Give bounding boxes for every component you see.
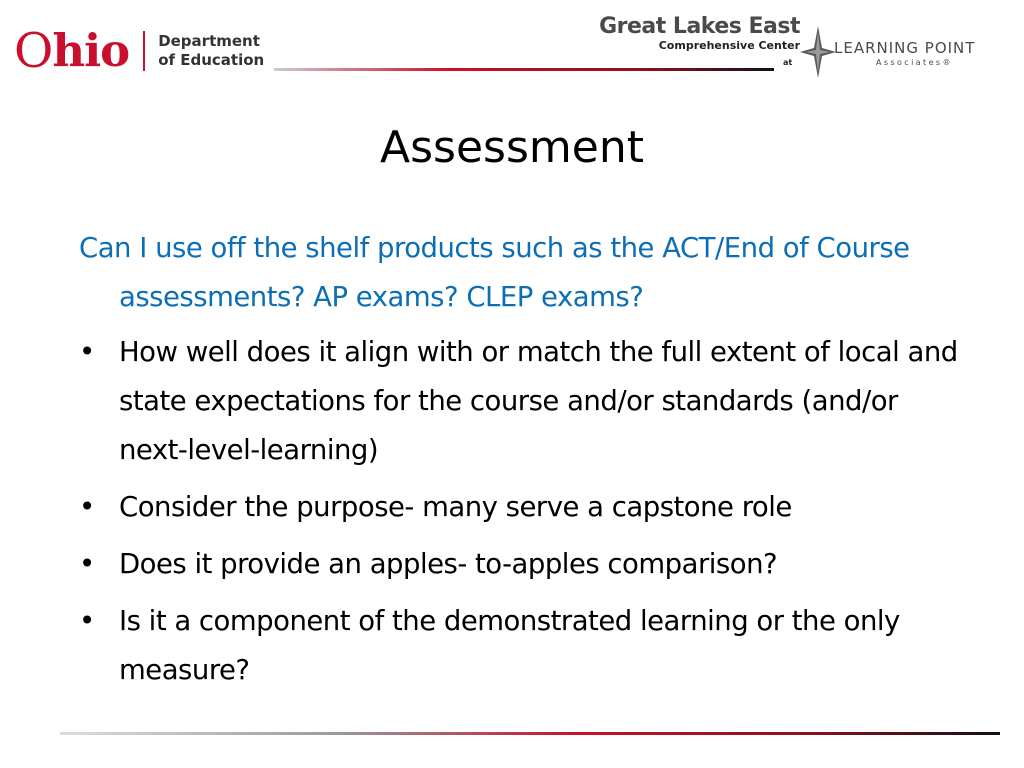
ohio-dept-line2: of Education <box>158 51 265 69</box>
ohio-dept-line1: Department <box>158 32 260 50</box>
bullet-item <box>79 597 959 695</box>
bullet-item <box>79 483 959 532</box>
slide-body <box>79 224 959 703</box>
learning-point-name: LEARNING POINT <box>834 39 976 57</box>
bullet-marker: • <box>79 548 95 580</box>
partner-connector-at: at <box>783 58 793 67</box>
ohio-dept-text <box>158 32 264 70</box>
ohio-wordmark-o: O <box>14 23 53 79</box>
bullet-item <box>79 328 959 475</box>
header-divider-line <box>274 68 774 71</box>
bullet-text: How well does it align with or match the full extent of local and state expectations for the course and/or standards (and/or next-level-learning) <box>119 336 958 466</box>
bullet-marker: • <box>79 605 95 637</box>
bullet-text: Does it provide an apples- to-apples comparison? <box>119 548 778 580</box>
learning-point-associates-sub: Associates® <box>876 58 953 67</box>
question-text: Can I use off the shelf products such as the ACT/End of Course assessments? AP exams? CLEP exams? <box>79 232 910 313</box>
learning-point-arrow-icon <box>800 26 836 78</box>
bullet-text: Consider the purpose- many serve a capstone role <box>119 491 792 523</box>
bullet-item <box>79 540 959 589</box>
great-lakes-east-title: Great Lakes East <box>599 14 800 39</box>
ohio-logo-divider <box>143 31 145 71</box>
great-lakes-east-logo <box>560 14 800 53</box>
bullet-marker: • <box>79 491 95 523</box>
footer-divider-line <box>60 732 1000 735</box>
bullet-text: Is it a component of the demonstrated learning or the only measure? <box>119 605 900 686</box>
comprehensive-center-subtitle: Comprehensive Center <box>658 39 800 52</box>
ohio-wordmark <box>14 23 130 79</box>
bullet-list <box>79 328 959 695</box>
slide-title: Assessment <box>380 122 644 173</box>
bullet-marker: • <box>79 336 95 368</box>
ohio-wordmark-rest: hio <box>52 24 130 77</box>
learning-point-associates-logo <box>800 24 1000 80</box>
ohio-department-of-education-logo <box>14 23 265 79</box>
